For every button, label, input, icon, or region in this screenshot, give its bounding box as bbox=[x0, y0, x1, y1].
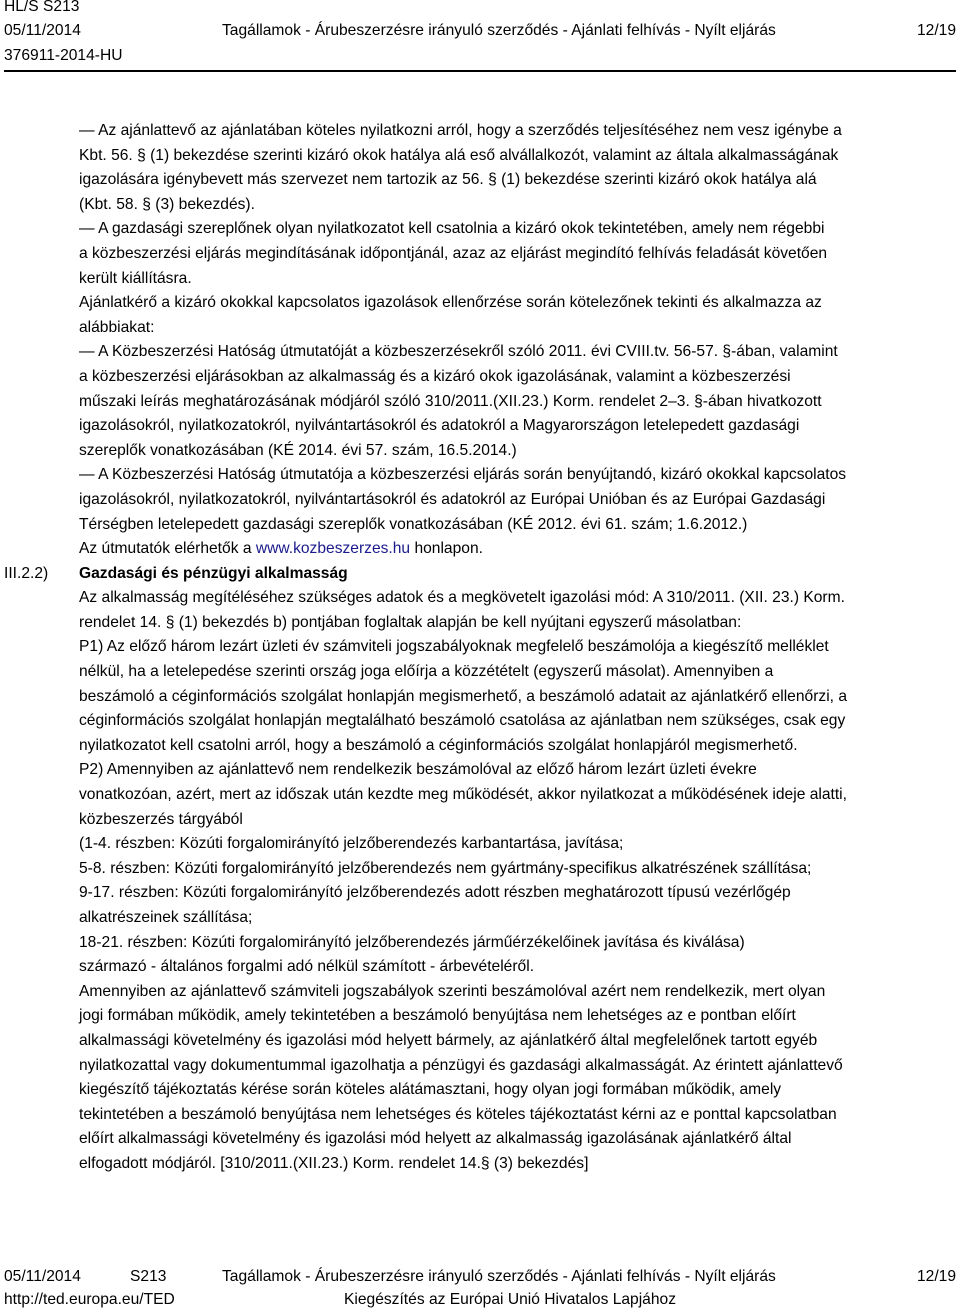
header-date: 05/11/2014 bbox=[4, 22, 81, 39]
text-line: alkatrészeinek szállítása; bbox=[79, 909, 253, 926]
text-line: Amennyiben az ajánlattevő számviteli jogszabályok szerinti beszámolóval azért nem rendelkezik, mert olyan bbox=[79, 982, 826, 1000]
footer-date: 05/11/2014 bbox=[4, 1268, 81, 1285]
link-suffix: honlapon. bbox=[410, 540, 483, 558]
text-line: tekintetében a beszámoló benyújtása nem lehetséges és köteles tájékoztatást kérni az e ponttal kapcsolatban bbox=[79, 1105, 837, 1123]
text-line: — A gazdasági szereplőnek olyan nyilatkozatot kell csatolnia a kizáró okok tekintetében, amely nem régebbi bbox=[79, 220, 825, 238]
text-line: (1-4. részben: Közúti forgalomirányító jelzőberendezés karbantartása, javítása; bbox=[79, 835, 624, 853]
text-line: vonatkozóan, azért, mert az időszak után kezdte meg működését, akkor nyilatkozat a működésének ideje alatti, bbox=[79, 786, 847, 804]
text-line: kiegészítő tájékoztatás kérése során köteles alátámasztani, hogy olyan jogi formában működik, amely bbox=[79, 1081, 782, 1099]
text-line: céginformációs szolgálat honlapján megtalálható beszámoló csatolása az ajánlatban nem szükséges, csak egy bbox=[79, 712, 846, 730]
text-line: szereplők vonatkozásában (KÉ 2014. évi 57. szám, 16.5.2014.) bbox=[79, 441, 517, 459]
continuation-block bbox=[0, 119, 960, 562]
text-line: műszaki leírás meghatározásának módjáról szóló 310/2011.(XII.23.) Korm. rendelet 2–3. §-ában hivatkozott bbox=[79, 392, 822, 410]
text-line: Térségben letelepedett gazdasági szereplők vonatkozásában (KÉ 2012. évi 61. szám; 1.6.2012.) bbox=[79, 515, 748, 533]
section-heading: Gazdasági és pénzügyi alkalmasság bbox=[79, 564, 348, 582]
text-line: P2) Amennyiben az ajánlattevő nem rendelkezik beszámolóval az előző három lezárt üzleti évekre bbox=[79, 761, 757, 779]
header-rule bbox=[4, 70, 956, 72]
text-line: a közbeszerzési eljárás megindításának időpontjánál, azaz az eljárást megindító felhívás feladását követően bbox=[79, 244, 828, 262]
text-line: — Az ajánlattevő az ajánlatában köteles nyilatkozni arról, hogy a szerződés teljesítéséhez nem vesz igénybe a bbox=[79, 122, 842, 139]
footer-journal: S213 bbox=[130, 1268, 167, 1285]
text-line: (Kbt. 58. § (3) bekezdés). bbox=[79, 195, 255, 213]
journal-ref: HL/S S213 bbox=[4, 0, 80, 15]
text-line: P1) Az előző három lezárt üzleti év számviteli jogszabályoknak megfelelő beszámolója a kiegészítő melléklet bbox=[79, 638, 829, 656]
text-line: — A Közbeszerzési Hatóság útmutatóját a közbeszerzésekről szóló 2011. évi CVIII.tv. 56-57. §-ában, valamint bbox=[79, 343, 838, 361]
text-line: igazolására igénybevett más szervezet nem tartozik az 56. § (1) bekezdése szerinti kizáró okok hatálya alá bbox=[79, 171, 817, 189]
text-line: nélkül, ha a letelepedése szerinti ország joga előírja a közzétételt (egyszerű másolat). Amennyiben a bbox=[79, 663, 774, 681]
text-line: elfogadott módjáról. [310/2011.(XII.23.) Korm. rendelet 14.§ (3) bekezdés] bbox=[79, 1154, 589, 1172]
footer-title: Tagállamok - Árubeszerzésre irányuló szerződés - Ajánlati felhívás - Nyílt eljárás bbox=[222, 1268, 776, 1285]
text-line: alábbiakat: bbox=[79, 318, 155, 336]
footer-page-number: 12/19 bbox=[916, 1268, 956, 1285]
header-title: Tagállamok - Árubeszerzésre irányuló szerződés - Ajánlati felhívás - Nyílt eljárás bbox=[222, 22, 776, 39]
text-line: a közbeszerzési eljárásokban az alkalmasság és a kizáró okok igazolásának, valamint a közbeszerzési bbox=[79, 367, 791, 385]
text-line: rendelet 14. § (1) bekezdés b) pontjában foglaltak alapján be kell nyújtani egyszerű másolatban: bbox=[79, 613, 742, 631]
document-body bbox=[0, 119, 960, 1177]
kozbeszerzes-link[interactable]: www.kozbeszerzes.hu bbox=[255, 540, 411, 558]
text-line: — A Közbeszerzési Hatóság útmutatója a közbeszerzési eljárás során benyújtandó, kizáró okokkal kapcsolatos bbox=[79, 466, 847, 484]
text-line: igazolásokról, nyilatkozatokról, nyilvántartásokról és adatokról a Magyarországon letelepedett gazdasági bbox=[79, 417, 800, 435]
text-line: beszámoló a céginformációs szolgálat honlapján megismerhető, a beszámoló adatait az ajánlatkérő ellenőrzi, a bbox=[79, 687, 847, 705]
text-line: 5-8. részben: Közúti forgalomirányító jelzőberendezés nem gyártmány-specifikus alkatrészének szállítása; bbox=[79, 859, 812, 877]
text-line: nyilatkozatot kell csatolni arról, hogy a beszámoló a céginformációs szolgálat honlapjáról megismerhető. bbox=[79, 736, 798, 754]
text-line: 9-17. részben: Közúti forgalomirányító jelzőberendezés adott részben meghatározott típusú vezérlőgép bbox=[79, 884, 791, 902]
footer-supplement: Kiegészítés az Európai Unió Hivatalos Lapjához bbox=[344, 1291, 676, 1308]
text-line: került kiállításra. bbox=[79, 269, 192, 287]
section-economic-financial bbox=[0, 562, 960, 1177]
link-prefix: Az útmutatók elérhetők a bbox=[79, 540, 256, 558]
header-page-number: 12/19 bbox=[916, 22, 956, 39]
text-line: Ajánlatkérő a kizáró okokkal kapcsolatos igazolások ellenőrzése során kötelezőnek tekinti és alkalmazza az bbox=[79, 294, 822, 312]
text-line: előírt alkalmassági követelmény és igazolási mód helyett az alkalmasság igazolásának ajánlatkérő által bbox=[79, 1130, 792, 1148]
text-line: Kbt. 56. § (1) bekezdése szerinti kizáró okok hatálya alá eső alvállalkozót, valamint az általa alkalmasságának bbox=[79, 146, 839, 164]
text-line: nyilatkozattal vagy dokumentummal igazolhatja a pénzügyi és gazdasági alkalmasságát. Az érintett ajánlattevő bbox=[79, 1056, 843, 1074]
text-line: származó - általános forgalmi adó nélkül számított - árbevételéről. bbox=[79, 958, 535, 976]
text-line: Az alkalmasság megítéléséhez szükséges adatok és a megkövetelt igazolási mód: A 310/2011. (XII. 23.) Korm. bbox=[79, 589, 845, 607]
section-number: III.2.2) bbox=[4, 564, 49, 582]
guides-link-line bbox=[79, 537, 950, 562]
text-line: igazolásokról, nyilatkozatokról, nyilvántartásokról és adatokról az Európai Unióban és az Európai Gazdasági bbox=[79, 490, 826, 508]
text-line: jogi formában működik, amely tekintetében a beszámoló benyújtása nem lehetséges az e pontban előírt bbox=[79, 1007, 796, 1025]
ted-url-link[interactable]: http://ted.europa.eu/TED bbox=[4, 1291, 175, 1308]
text-line: közbeszerzés tárgyából bbox=[79, 810, 243, 828]
text-line: 18-21. részben: Közúti forgalomirányító jelzőberendezés járműérzékelőinek javítása és kiválása) bbox=[79, 933, 745, 951]
notice-id: 376911-2014-HU bbox=[4, 47, 123, 64]
text-line: alkalmassági követelmény és igazolási mód helyett bármely, az ajánlatkérő által megfelelőnek tartott egyéb bbox=[79, 1031, 818, 1049]
